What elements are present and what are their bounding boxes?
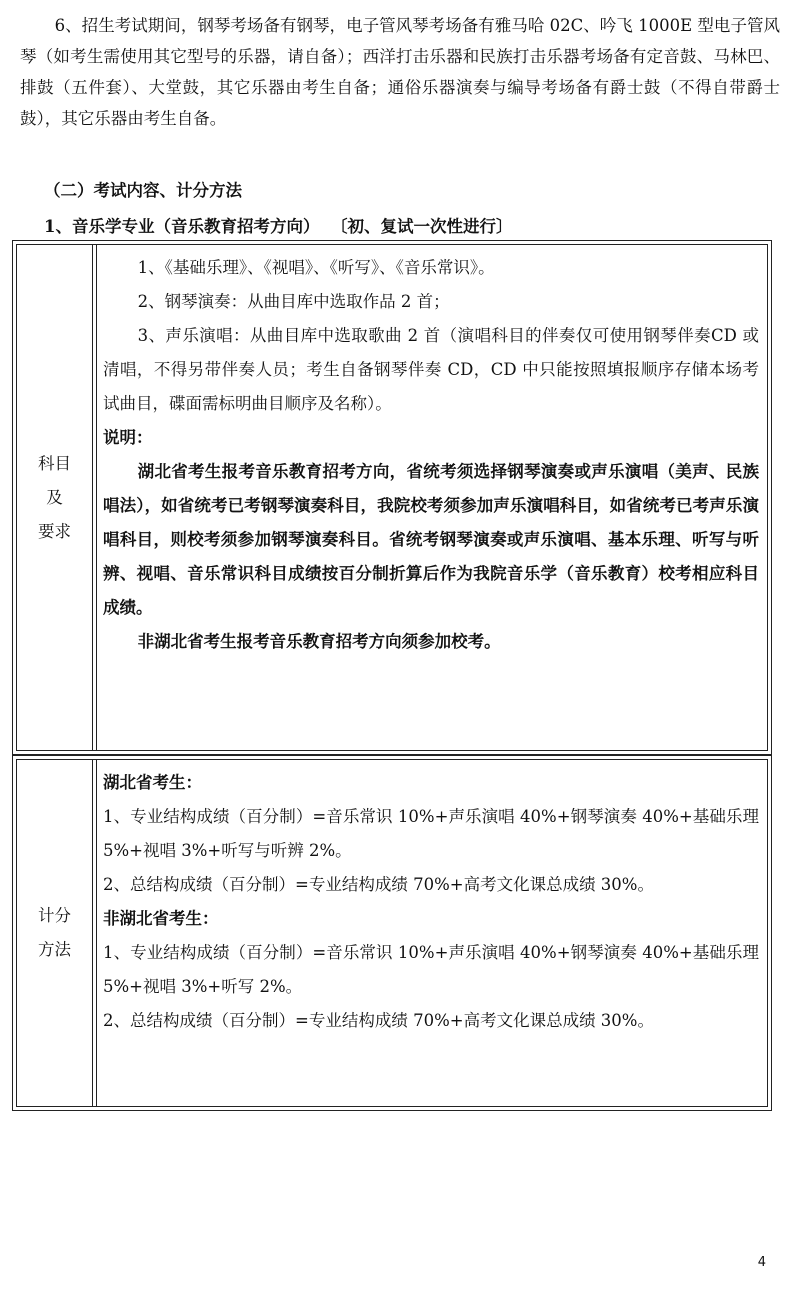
intro-paragraph-block: [20, 10, 780, 134]
non-hubei-formula-2: 2、总结构成绩（百分制）=专业结构成绩 70%+高考文化课总成绩 30%。: [103, 1011, 654, 1030]
row-label-line2: 方法: [38, 940, 71, 959]
subject-item-1: 1、《基础乐理》、《视唱》、《听写》、《音乐常识》。: [137, 258, 495, 277]
note-title: 说明：: [103, 428, 153, 447]
page-number: 4: [757, 1255, 766, 1270]
row-label-scoring: [17, 760, 93, 1106]
non-hubei-formula-1: 1、专业结构成绩（百分制）=音乐常识 10%+声乐演唱 40%+钢琴演奏 40%+基础乐理 5%+视唱 3%+听写 2%。: [103, 943, 759, 996]
hubei-title: 湖北省考生：: [103, 773, 202, 792]
hubei-formula-2: 2、总结构成绩（百分制）=专业结构成绩 70%+高考文化课总成绩 30%。: [103, 875, 654, 894]
note-paragraph-1: 湖北省考生报考音乐教育招考方向，省统考须选择钢琴演奏或声乐演唱（美声、民族唱法），如省统考已考钢琴演奏科目，我院校考须参加声乐演唱科目，如省统考已考声乐演唱科目，则校考须参加钢琴演奏科目。省统考钢琴演奏或声乐演唱、基本乐理、听写与听辨、视唱、音乐常识科目成绩按百分制折算后作为我院音乐学（音乐教育）校考相应科目成绩。: [103, 462, 759, 617]
table-row-frame: [16, 759, 768, 1107]
section-heading: （二）考试内容、计分方法: [44, 181, 242, 200]
table-row-frame: [16, 244, 768, 751]
hubei-formula-1: 1、专业结构成绩（百分制）=音乐常识 10%+声乐演唱 40%+钢琴演奏 40%+基础乐理 5%+视唱 3%+听写与听辨 2%。: [103, 807, 759, 860]
note-paragraph-2: 非湖北省考生报考音乐教育招考方向须参加校考。: [137, 632, 501, 651]
table-row-subjects: [12, 240, 772, 755]
row-label-line1: 科目及: [38, 453, 71, 507]
table-row-scoring: [12, 755, 772, 1111]
subject-item-3: 3、声乐演唱：从曲目库中选取歌曲 2 首（演唱科目的伴奏仅可使用钢琴伴奏CD 或清唱，不得另带伴奏人员；考生自备钢琴伴奏 CD，CD 中只能按照填报顺序存储本场考试曲目，碟面需标明曲目顺序及名称）。: [103, 326, 759, 413]
subject-item-2: 2、钢琴演奏：从曲目库中选取作品 2 首；: [137, 292, 450, 311]
row-label-line2: 要求: [38, 521, 71, 541]
row-content-subjects: [96, 245, 767, 750]
non-hubei-title: 非湖北省考生：: [103, 909, 219, 928]
row-label-line1: 计分: [38, 906, 71, 925]
subsection-heading: 1、音乐学专业（音乐教育招考方向） 〔初、复试一次性进行〕: [44, 217, 513, 236]
intro-paragraph: 6、招生考试期间，钢琴考场备有钢琴，电子管风琴考场备有雅马哈 02C、吟飞 1000E 型电子管风琴（如考生需使用其它型号的乐器，请自备）；西洋打击乐器和民族打击乐器考场备有定音鼓、马林巴、排鼓（五件套）、大堂鼓，其它乐器由考生自备；通俗乐器演奏与编导考场备有爵士鼓（不得自带爵士鼓），其它乐器由考生自备。: [20, 16, 780, 128]
row-content-scoring: [96, 760, 767, 1106]
row-label-subjects: [17, 245, 93, 750]
